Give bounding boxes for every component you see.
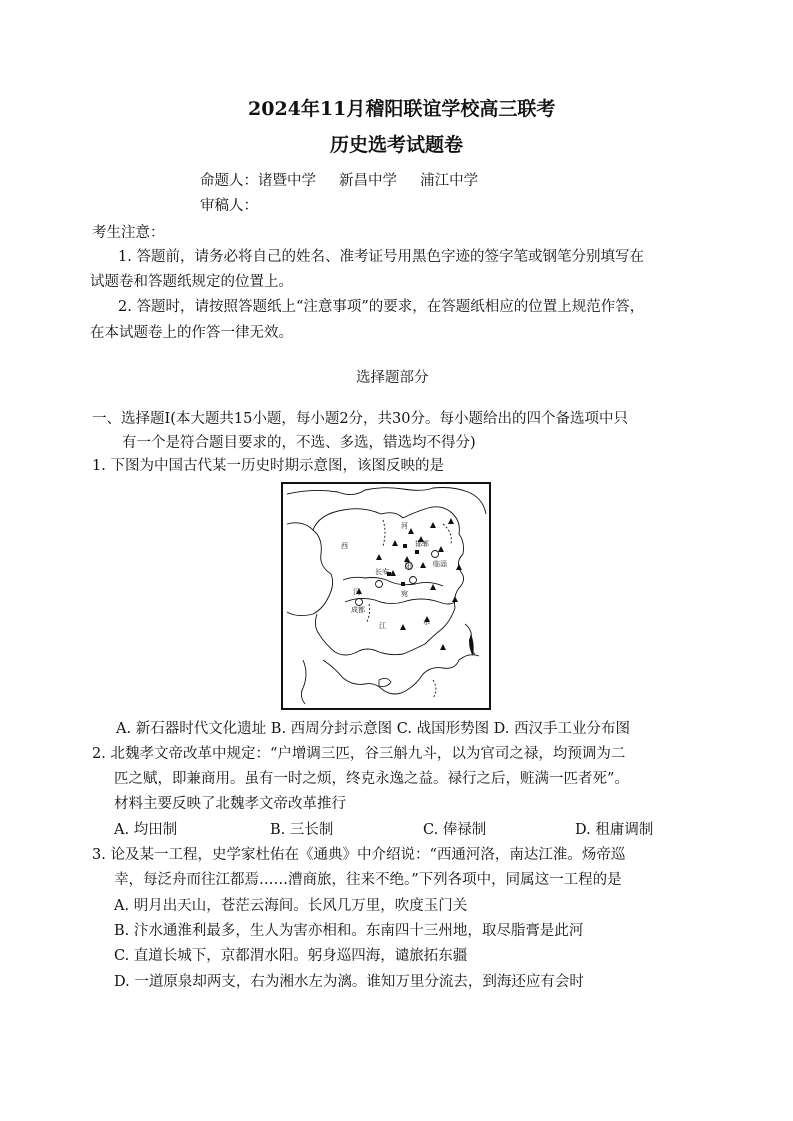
- exam-subtitle: 历史选考试题卷: [330, 134, 464, 156]
- hainan-island: [379, 678, 391, 686]
- map-label-handan: 邯郸: [415, 540, 429, 548]
- section-intro-line1: 一、选择题Ⅰ(本大题共15小题，每小题2分，共30分。每小题给出的四个备选项中只: [92, 411, 629, 427]
- notice-item2-line2: 在本试题卷上的作答一律无效。: [90, 325, 293, 341]
- notice-item2-line1: 2. 答题时，请按照答题纸上“注意事项”的要求，在答题纸相应的位置上规范作答，: [118, 299, 645, 315]
- map-borders: [287, 488, 486, 705]
- q2-line3: 材料主要反映了北魏孝文帝改革推行: [114, 796, 346, 812]
- notice-item1-line1: 1. 答题前，请务必将自己的姓名、准考证号用黑色字迹的签字笔或钢笔分别填写在: [118, 249, 644, 265]
- q1-map-figure: [281, 482, 491, 710]
- q3-line2: 幸，每泛舟而往江都焉……漕商旅，往来不绝。”下列各项中，同属这一工程的是: [114, 872, 622, 888]
- notice-item1-line2: 试题卷和答题纸规定的位置上。: [90, 274, 293, 290]
- taiwan-island: [469, 634, 474, 656]
- q2-option-c: C. 俸禄制: [423, 822, 487, 838]
- historical-map: [283, 484, 489, 708]
- q3-option-c: C. 直道长城下，京都渭水阳。躬身巡四海，谴旅拓东疆: [114, 948, 468, 964]
- q1-options: A. 新石器时代文化遗址 B. 西周分封示意图 C. 战国形势图 D. 西汉手工业分布图: [116, 721, 631, 737]
- q3-option-b: B. 汴水通淮利最多，生人为害亦相和。东南四十三州地，取尽脂膏是此河: [114, 923, 584, 939]
- authors-line: 命题人：诸暨中学 新昌中学 浦江中学: [200, 173, 479, 189]
- section-title: 选择题部分: [356, 370, 429, 386]
- q2-option-b: B. 三长制: [270, 822, 334, 838]
- map-label-wan: 宛: [401, 590, 408, 598]
- site-markers: [356, 518, 462, 650]
- map-label-yang: 阳: [405, 562, 412, 570]
- map-label-xi: 西: [341, 542, 348, 550]
- q2-option-d: D. 租庸调制: [575, 822, 654, 838]
- map-label-he: 河: [401, 522, 408, 530]
- q3-line1: 3. 论及某一工程，史学家杜佑在《通典》中介绍说：“西通河洛，南达江淮。炀帝巡: [92, 847, 626, 863]
- q2-line1: 2. 北魏孝文帝改革中规定：“户增调三匹，谷三斛九斗，以为官司之禄，均预调为二: [92, 746, 626, 762]
- map-label-changan: 长安: [375, 568, 389, 576]
- section-intro-line2: 有一个是符合题目要求的，不选、多选，错选均不得分): [122, 435, 476, 451]
- map-label-linzi: 临淄: [433, 560, 447, 568]
- q2-line2: 匹之赋，即兼商用。虽有一时之烦，终克永逸之益。禄行之后，赃满一匹者死”。: [114, 771, 629, 787]
- q2-option-a: A. 均田制: [114, 822, 178, 838]
- q1-stem: 1. 下图为中国古代某一历史时期示意图，该图反映的是: [92, 458, 444, 474]
- map-label-han: 汉: [353, 588, 360, 596]
- map-label-shui: 水: [423, 618, 430, 626]
- q3-option-d: D. 一道原泉却两支，右为湘水左为漓。谁知万里分流去，到海还应有会时: [114, 974, 584, 990]
- notice-heading: 考生注意：: [92, 225, 165, 241]
- reviewer-line: 审稿人：: [200, 198, 258, 214]
- map-label-jiang: 江: [379, 622, 386, 630]
- q3-option-a: A. 明月出天山，苍茫云海间。长风几万里，吹度玉门关: [114, 898, 468, 914]
- exam-title: 2024年11月稽阳联谊学校高三联考: [248, 98, 556, 120]
- map-label-chengdu: 成都: [351, 606, 365, 614]
